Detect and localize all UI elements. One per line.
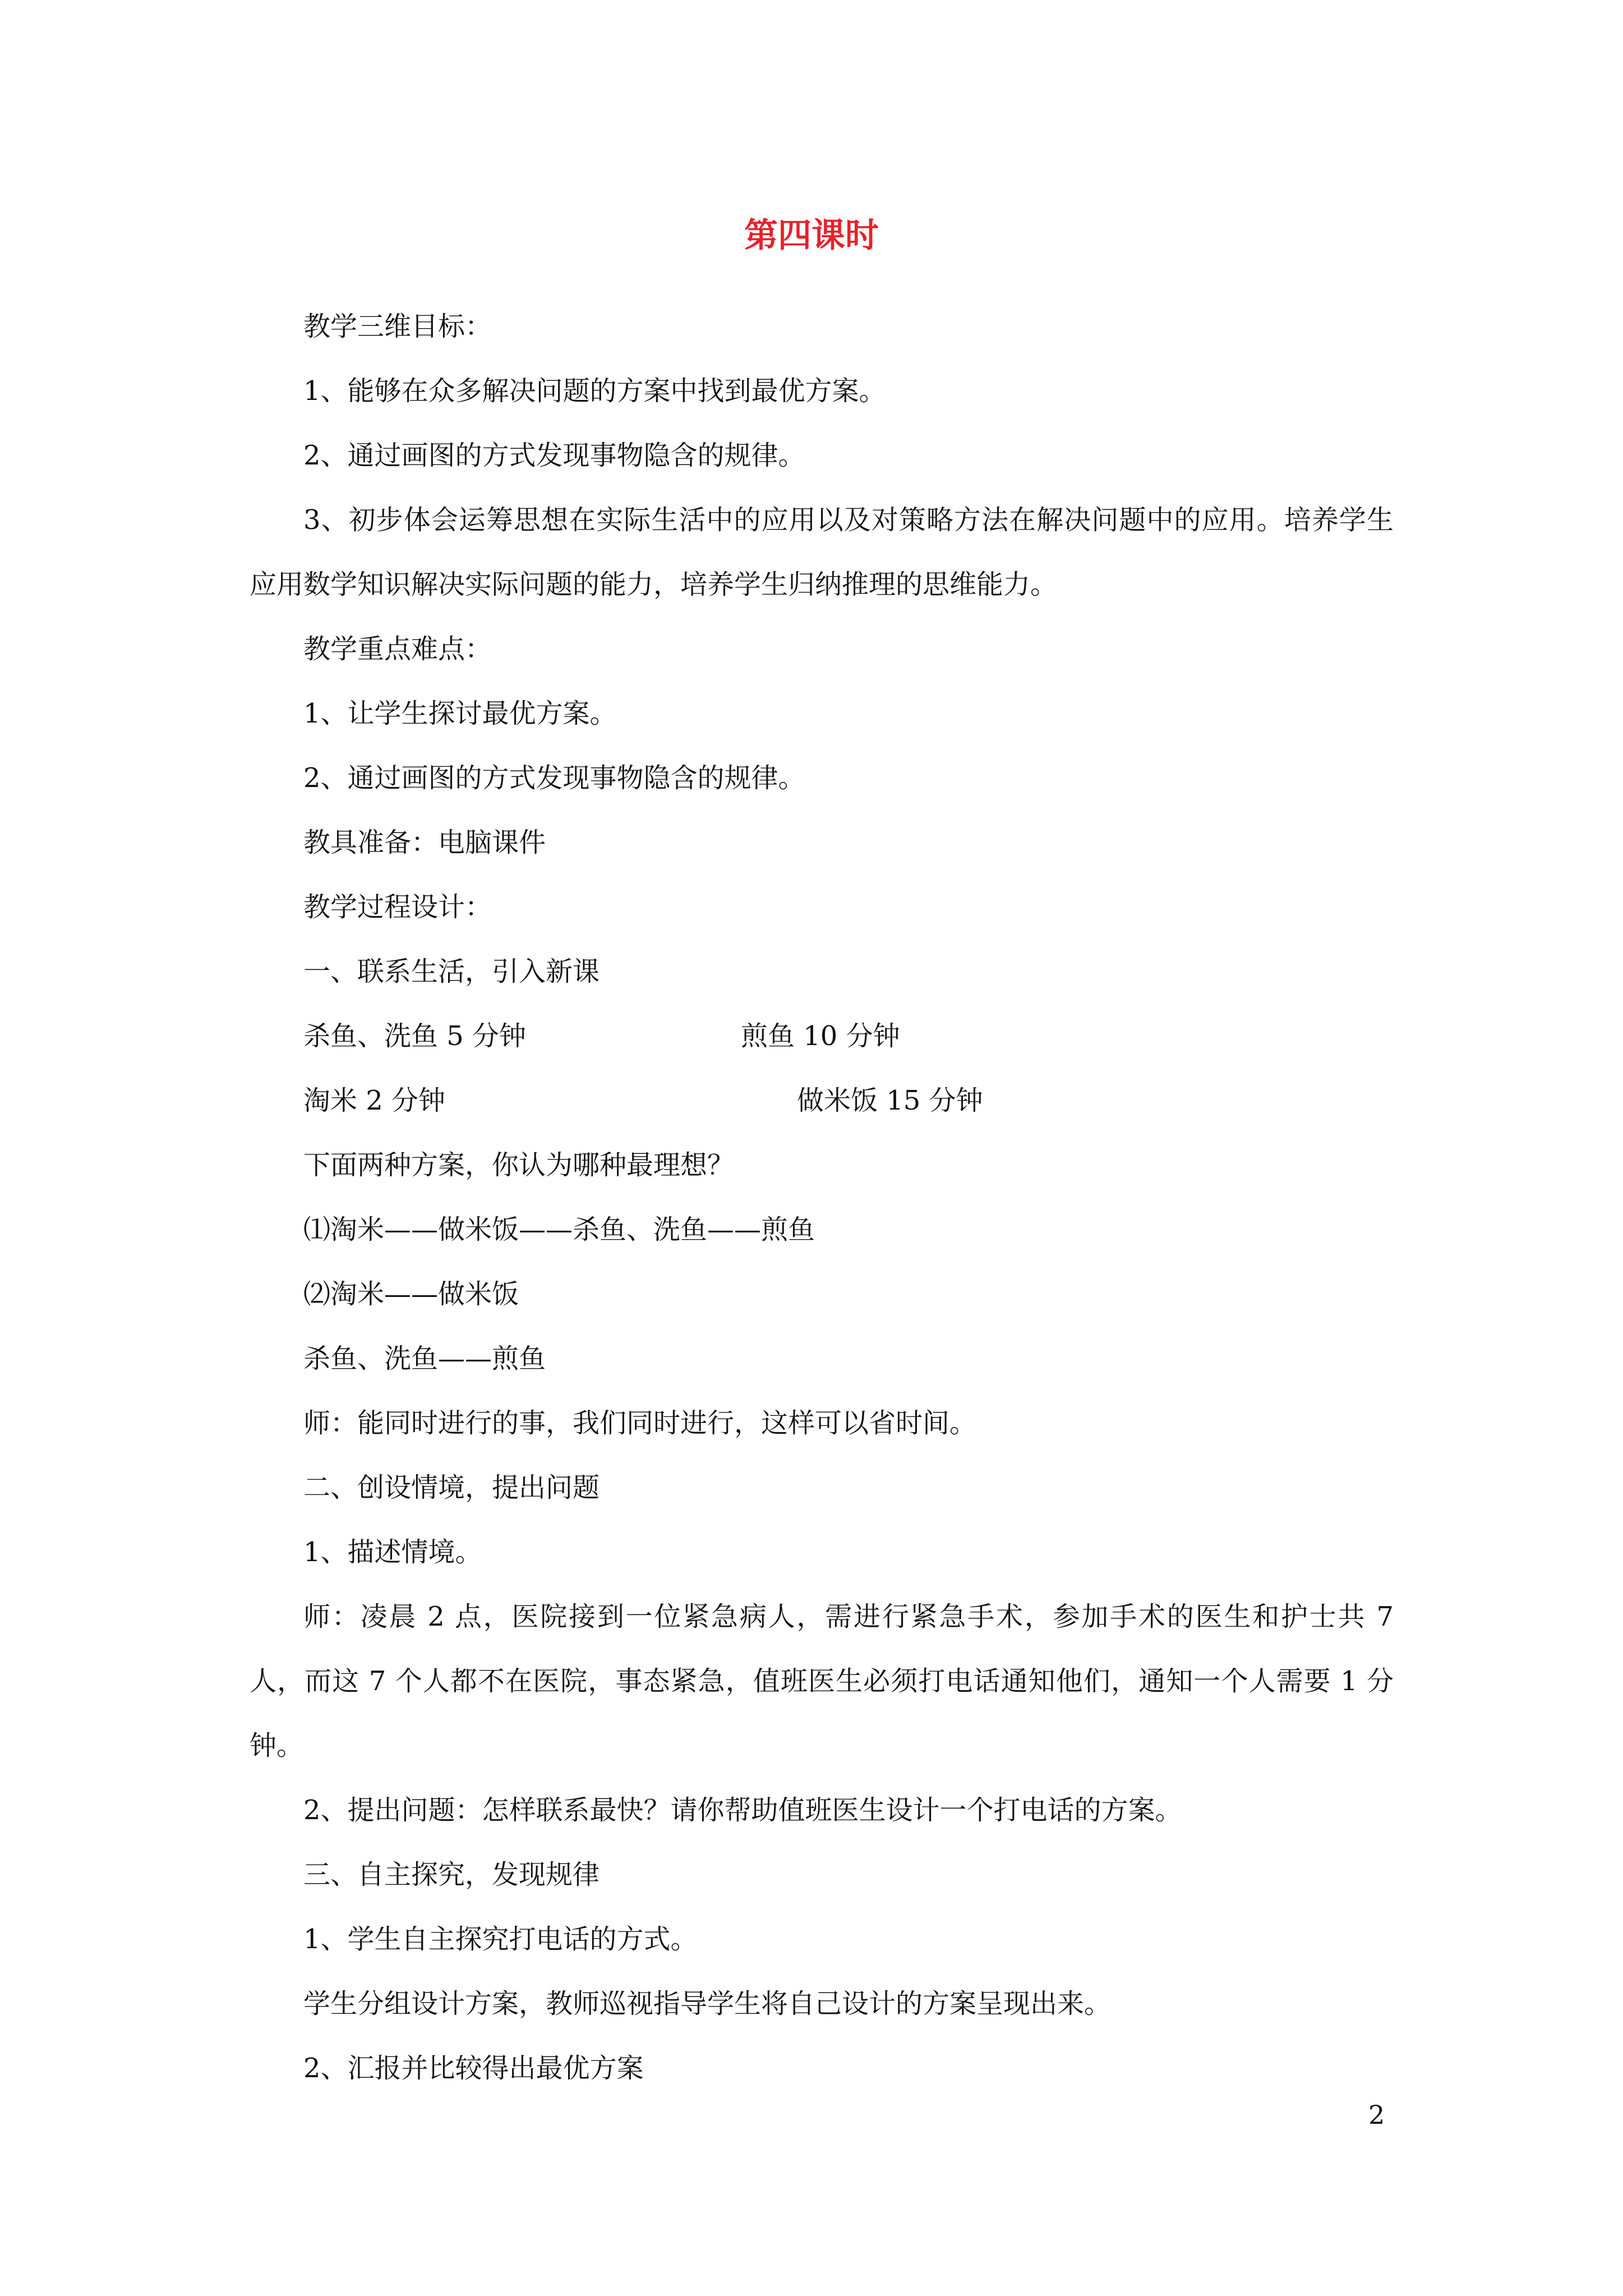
task-left: 杀鱼、洗鱼 5 分钟 xyxy=(303,1020,527,1052)
task-right: 做米饭 15 分钟 xyxy=(797,1085,983,1116)
paragraph: 学生分组设计方案，教师巡视指导学生将自己设计的方案呈现出来。 xyxy=(303,1988,1112,2019)
paragraph: 师：凌晨 2 点，医院接到一位紧急病人，需进行紧急手术，参加手术的医生和护士共 7 人，而这 7 个人都不在医院，事态紧急，值班医生必须打电话通知他们，通知一个人需要 1 分钟。 xyxy=(250,1601,1394,1761)
paragraph: ⑴淘米——做米饭——杀鱼、洗鱼——煎鱼 xyxy=(303,1214,815,1245)
paragraph: 教学三维目标： xyxy=(303,311,492,342)
task-right: 煎鱼 10 分钟 xyxy=(741,1020,900,1052)
paragraph: 杀鱼、洗鱼——煎鱼 xyxy=(303,1343,546,1374)
paragraph: 师：能同时进行的事，我们同时进行，这样可以省时间。 xyxy=(303,1407,977,1439)
paragraph: 1、能够在众多解决问题的方案中找到最优方案。 xyxy=(303,375,886,407)
task-left: 淘米 2 分钟 xyxy=(303,1085,446,1116)
page-title: 第四课时 xyxy=(744,216,879,255)
task-row xyxy=(250,1069,1394,1133)
paragraph: 教学重点难点： xyxy=(303,633,492,665)
paragraph: 一、联系生活，引入新课 xyxy=(303,956,600,987)
task-row xyxy=(250,1004,1394,1069)
paragraph: 1、让学生探讨最优方案。 xyxy=(303,698,617,729)
paragraph: 2、通过画图的方式发现事物隐含的规律。 xyxy=(303,762,805,794)
page-number: 2 xyxy=(1368,2100,1385,2130)
paragraph: 教具准备：电脑课件 xyxy=(303,827,546,858)
paragraph: 下面两种方案，你认为哪种最理想？ xyxy=(303,1149,735,1181)
paragraph: 二、创设情境，提出问题 xyxy=(303,1472,600,1503)
paragraph: 2、通过画图的方式发现事物隐含的规律。 xyxy=(303,440,805,471)
paragraph: 1、描述情境。 xyxy=(303,1536,482,1568)
paragraph: ⑵淘米——做米饭 xyxy=(303,1278,519,1310)
paragraph: 1、学生自主探究打电话的方式。 xyxy=(303,1924,698,1955)
document-body xyxy=(250,295,1394,2101)
paragraph: 教学过程设计： xyxy=(303,891,492,923)
paragraph: 2、提出问题：怎样联系最快？请你帮助值班医生设计一个打电话的方案。 xyxy=(303,1795,1182,1826)
paragraph: 三、自主探究，发现规律 xyxy=(303,1859,600,1890)
paragraph: 2、汇报并比较得出最优方案 xyxy=(303,2053,644,2084)
paragraph: 3、初步体会运筹思想在实际生活中的应用以及对策略方法在解决问题中的应用。培养学生应用数学知识解决实际问题的能力，培养学生归纳推理的思维能力。 xyxy=(250,504,1394,600)
